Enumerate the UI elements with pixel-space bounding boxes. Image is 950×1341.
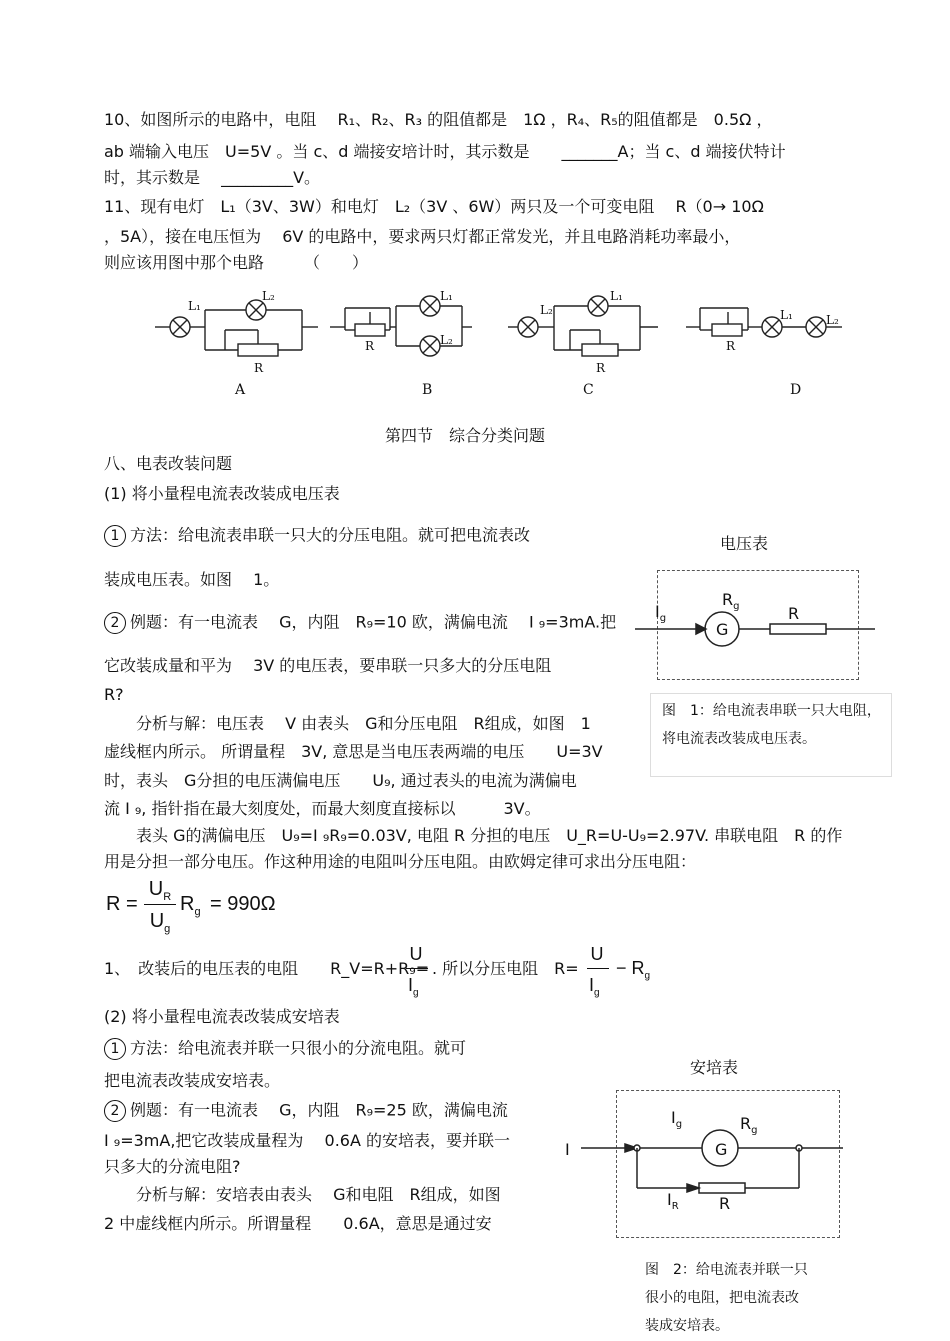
formula1-rg: $R_g$	[180, 893, 201, 918]
fig1-title: 电压表	[720, 534, 769, 553]
formula1-fraction-bar	[144, 904, 176, 905]
circuit-c-l2: L₂	[540, 303, 553, 317]
sub1-analysis-line1: 分析与解：电压表 V 由表头 G和分压电阻 R组成，如图 1	[104, 714, 591, 733]
sub2-method-line1: 1 方法：给电流表并联一只很小的分流电阻。就可	[104, 1038, 466, 1060]
fig1-g-label: G	[716, 620, 729, 639]
fig2-title: 安培表	[690, 1058, 739, 1077]
fig1-circuit	[630, 570, 880, 680]
formula2-den1: $I_g$	[408, 975, 419, 999]
formula2-num1: U	[409, 944, 423, 964]
sub2-heading: (2) 将小量程电流表改装成安培表	[104, 1007, 340, 1026]
circuit-label-c: C	[583, 382, 594, 398]
fig2-ir-label: $I_R$	[667, 1190, 679, 1213]
formula2-bar1	[406, 968, 428, 969]
q11-line3: 则应该用图中那个电路 （ ）	[104, 253, 369, 272]
circled-number: 2	[104, 612, 126, 634]
sub2-example-line3: 只多大的分流电阻?	[104, 1157, 241, 1176]
circuit-d-l2: L₂	[826, 313, 839, 327]
circled-number: 2	[104, 1100, 126, 1122]
fig2-ig-label: $I_g$	[671, 1108, 683, 1131]
circuit-label-a: A	[235, 382, 246, 398]
fig2-rg-label: $R_g$	[740, 1114, 758, 1137]
fig2-r-label: R	[719, 1194, 731, 1213]
q10-line3: 时，其示数是 _________V。	[104, 168, 321, 187]
formula2-bar2	[587, 968, 609, 969]
q10-line1: 10、如图所示的电路中，电阻 R₁、R₂、R₃ 的阻值都是 1Ω ，R₄、R₅的阻值都是 0.5Ω ，	[104, 110, 773, 129]
fig2-i-label: I	[565, 1140, 570, 1159]
sub1-example-line1: 2 例题：有一电流表 G，内阻 R₉=10 欧，满偏电流 I ₉=3mA.把	[104, 612, 616, 634]
sub2-example-line2: I ₉=3mA,把它改装成量程为 0.6A 的安培表，要并联一	[104, 1131, 510, 1150]
formula2-den2: $I_g$	[589, 975, 600, 999]
sub1-analysis-line3: 时，表头 G分担的电压满偏电压 U₉, 通过表头的电流为满偏电	[104, 771, 577, 790]
section-title: 第四节 综合分类问题	[385, 426, 546, 445]
formula2-mid: . 所以分压电阻 R=	[432, 959, 579, 978]
formula1-lhs: R =	[106, 893, 138, 915]
circuit-c-r: R	[596, 361, 606, 375]
circuit-d-r: R	[726, 339, 736, 353]
sub2-analysis-line1: 分析与解：安培表由表头 G和电阻 R组成，如图	[104, 1185, 501, 1204]
sub1-analysis-line2: 虚线框内所示。 所谓量程 3V, 意思是当电压表两端的电压 U=3V	[104, 742, 603, 761]
sub1-example-line3: R?	[104, 685, 124, 704]
circuit-options-diagram	[150, 282, 850, 402]
sub2-analysis-line2: 2 中虚线框内所示。所谓量程 0.6A，意思是通过安	[104, 1214, 492, 1233]
circuit-label-d: D	[790, 382, 802, 398]
sub2-method-line2: 把电流表改装成安培表。	[104, 1071, 281, 1090]
circuit-b-l1: L₁	[440, 289, 453, 303]
sub1-method-line2: 装成电压表。如图 1。	[104, 570, 280, 589]
circuit-b-l2: L₂	[440, 333, 453, 347]
fig2-circuit	[575, 1090, 855, 1240]
formula2-tail: − $R_g$	[616, 958, 651, 982]
formula1-numerator: $U_R$	[148, 878, 172, 903]
fig1-caption: 图 1：给电流表串联一只大电阻，将电流表改装成电压表。	[662, 703, 881, 747]
formula1-result: = 990Ω	[210, 893, 276, 915]
circuit-a-l1: L₁	[188, 299, 201, 313]
q10-line2: ab 端输入电压 U=5V 。当 c、d 端接安培计时，其示数是 _______A；当 c、d 端接伏特计	[104, 142, 786, 161]
fig2-g-label: G	[715, 1140, 728, 1159]
formula2-num2: U	[590, 944, 604, 964]
circuit-a-l2: L₂	[262, 289, 275, 303]
fig1-r-label: R	[788, 604, 800, 623]
circuit-label-b: B	[422, 382, 433, 398]
sub1-method-line1: 1 方法：给电流表串联一只大的分压电阻。就可把电流表改	[104, 525, 530, 547]
formula1-denominator: $U_g$	[149, 910, 171, 935]
circled-number: 1	[104, 525, 126, 547]
formula2-prefix: 1、 改装后的电压表的电阻 R_V=R+R₉=	[104, 959, 430, 978]
fig2-caption: 图 2：给电流表并联一只很小的电阻，把电流表改装成安培表。	[645, 1262, 808, 1334]
q11-line2: ，5A），接在电压恒为 6V 的电路中，要求两只灯都正常发光，并且电路消耗功率最小，	[104, 227, 741, 246]
sub1-analysis-line6: 用是分担一部分电压。作这种用途的电阻叫分压电阻。由欧姆定律可求出分压电阻：	[104, 852, 697, 871]
sub1-analysis-line4: 流 I ₉, 指针指在最大刻度处，而最大刻度直接标以 3V。	[104, 799, 541, 818]
fig1-ig-label: $I_g$	[655, 602, 667, 625]
circled-number: 1	[104, 1038, 126, 1060]
sub1-example-line2: 它改装成量和平为 3V 的电压表，要串联一只多大的分压电阻	[104, 656, 552, 675]
q11-line1: 11、现有电灯 L₁（3V、3W）和电灯 L₂（3V 、6W）两只及一个可变电阻 R（0→ 10Ω	[104, 197, 764, 216]
fig1-rg-label: $R_g$	[722, 590, 740, 613]
sub1-heading: (1) 将小量程电流表改装成电压表	[104, 484, 340, 503]
circuit-b-r: R	[365, 339, 375, 353]
circuit-c-l1: L₁	[610, 289, 623, 303]
sub1-analysis-line5: 表头 G的满偏电压 U₉=I ₉R₉=0.03V, 电阻 R 分担的电压 U_R=U-U₉=2.97V. 串联电阻 R 的作	[104, 826, 843, 845]
circuit-a-r: R	[254, 361, 264, 375]
sub2-example-line1: 2 例题：有一电流表 G，内阻 R₉=25 欧，满偏电流	[104, 1100, 508, 1122]
circuit-d-l1: L₁	[780, 308, 793, 322]
part8-heading: 八、电表改装问题	[104, 454, 233, 473]
